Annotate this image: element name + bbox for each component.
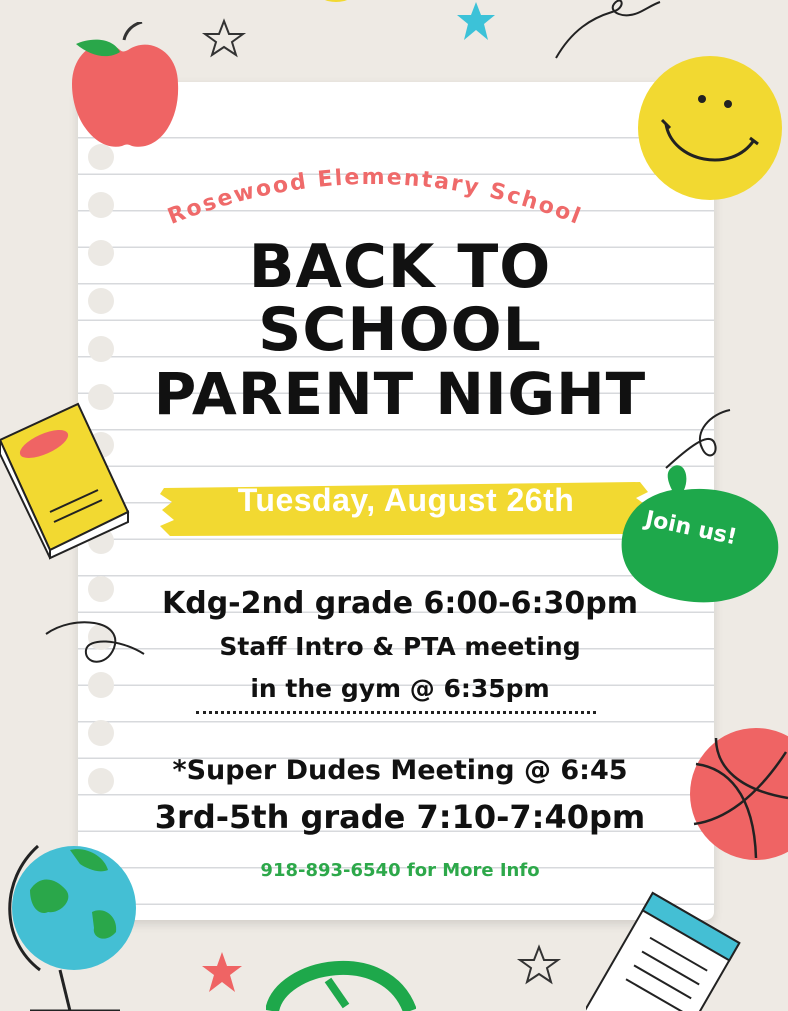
protractor-icon xyxy=(266,954,416,1011)
curl-right-icon xyxy=(660,408,740,470)
basketball-icon xyxy=(676,728,788,862)
star-outline-bottom-icon xyxy=(516,944,562,986)
title-line-2: SCHOOL xyxy=(258,295,542,365)
notepad-icon xyxy=(586,890,746,1011)
apple-icon xyxy=(62,22,186,154)
contact-info: 918-893-6540 for More Info xyxy=(260,860,540,881)
schedule-line-3: in the gym @ 6:35pm xyxy=(250,674,550,703)
dotted-divider xyxy=(196,711,596,714)
schedule-line-1: Kdg-2nd grade 6:00-6:30pm xyxy=(161,586,638,621)
svg-text:Rosewood Elementary School xyxy=(164,165,585,230)
schedule-line-5: 3rd-5th grade 7:10-7:40pm xyxy=(154,798,646,836)
curl-left-icon xyxy=(44,614,154,676)
school-name: Rosewood Elementary School xyxy=(164,164,586,231)
globe-icon xyxy=(0,820,150,1011)
punch-hole xyxy=(88,192,114,218)
title-line-3: PARENT NIGHT xyxy=(153,360,647,428)
book-icon xyxy=(0,400,132,560)
teal-star-icon xyxy=(452,0,500,44)
yellow-circle-icon xyxy=(312,0,360,6)
schedule-line-2: Staff Intro & PTA meeting xyxy=(219,632,581,661)
schedule-line-4: *Super Dudes Meeting @ 6:45 xyxy=(172,755,628,786)
smiley-face-icon xyxy=(636,52,788,202)
event-date: Tuesday, August 26th xyxy=(237,482,575,518)
red-star-icon xyxy=(198,950,246,996)
join-us-callout: Join us! xyxy=(642,506,740,551)
title-line-1: BACK TO xyxy=(248,232,552,302)
punch-hole xyxy=(88,720,114,746)
star-outline-icon xyxy=(200,18,248,58)
